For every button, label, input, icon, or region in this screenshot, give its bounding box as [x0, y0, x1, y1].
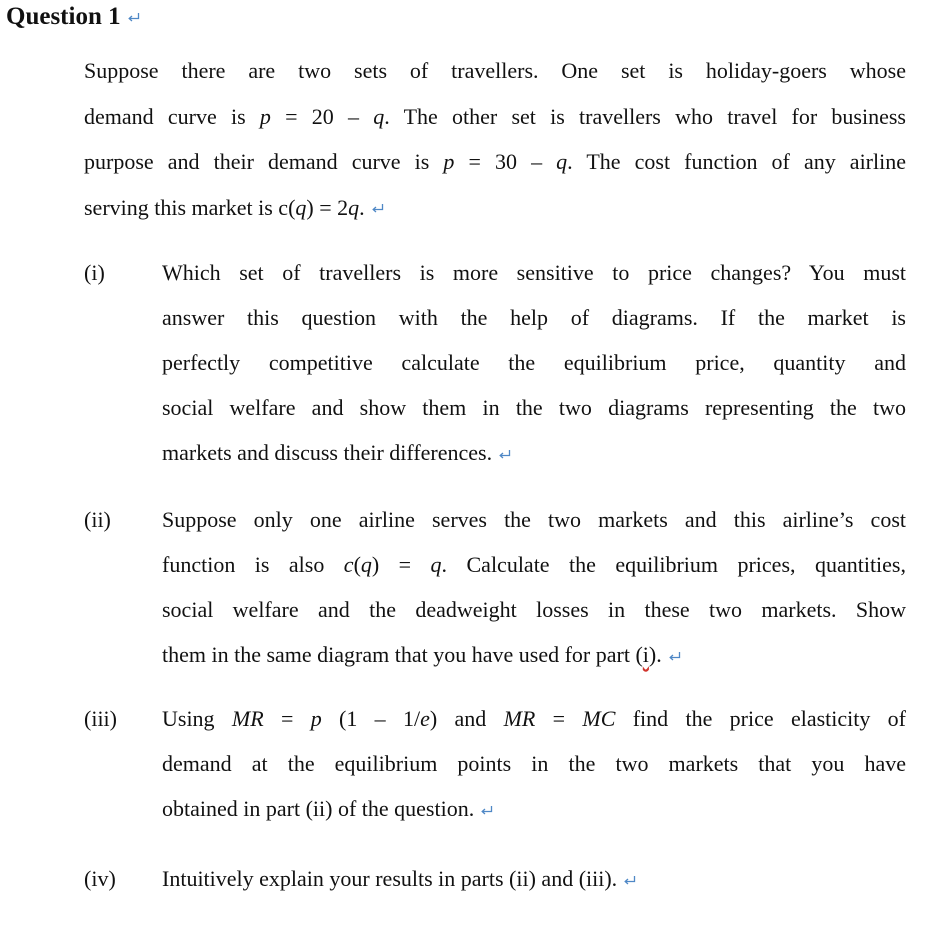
paragraph-return-icon: [668, 651, 681, 663]
part-number: (iv): [84, 866, 116, 891]
paragraph-return-icon: [127, 12, 140, 24]
part-text: [162, 497, 906, 677]
part-text: [162, 250, 906, 475]
paragraph-return-icon: [623, 875, 636, 887]
paragraph-return-icon: [371, 203, 384, 215]
part-number: (iii): [84, 706, 117, 731]
part-number: (ii): [84, 507, 111, 532]
part-line: markets and discuss their differences.: [162, 430, 906, 475]
part-line: answer this question with the help of diagrams. If the market is: [162, 305, 906, 330]
paragraph-return-icon: [498, 449, 511, 461]
part-line: them in the same diagram that you have used for part (i).: [162, 632, 906, 677]
intro-line: serving this market is c(q) = 2q.: [84, 185, 906, 231]
intro-line: purpose and their demand curve is p = 30 – q. The cost function of any airline: [84, 149, 906, 174]
question-heading: [6, 0, 140, 34]
part-number: (i): [84, 260, 105, 285]
part-line: Intuitively explain your results in parts (ii) and (iii).: [162, 856, 906, 901]
part-text: [162, 696, 906, 831]
part-line: social welfare and show them in the two diagrams representing the two: [162, 395, 906, 420]
part-line: obtained in part (ii) of the question.: [162, 786, 906, 831]
part-line: Suppose only one airline serves the two markets and this airline’s cost: [162, 507, 906, 532]
question-intro: [84, 48, 906, 230]
paragraph-return-icon: [480, 805, 493, 817]
intro-line: demand curve is p = 20 – q. The other set is travellers who travel for business: [84, 103, 906, 129]
part-text: [162, 856, 906, 901]
part-line: perfectly competitive calculate the equilibrium price, quantity and: [162, 350, 906, 375]
part-line: demand at the equilibrium points in the two markets that you have: [162, 751, 906, 776]
question-title: Question 1: [6, 3, 121, 30]
part-line: function is also c(q) = q. Calculate the equilibrium prices, quantities,: [162, 552, 906, 577]
part-line: social welfare and the deadweight losses in these two markets. Show: [162, 597, 906, 622]
part-line: Which set of travellers is more sensitive to price changes? You must: [162, 260, 906, 285]
part-line: Using MR = p (1 – 1/e) and MR = MC find the price elasticity of: [162, 706, 907, 731]
intro-line: Suppose there are two sets of travellers. One set is holiday-goers whose: [84, 58, 906, 83]
